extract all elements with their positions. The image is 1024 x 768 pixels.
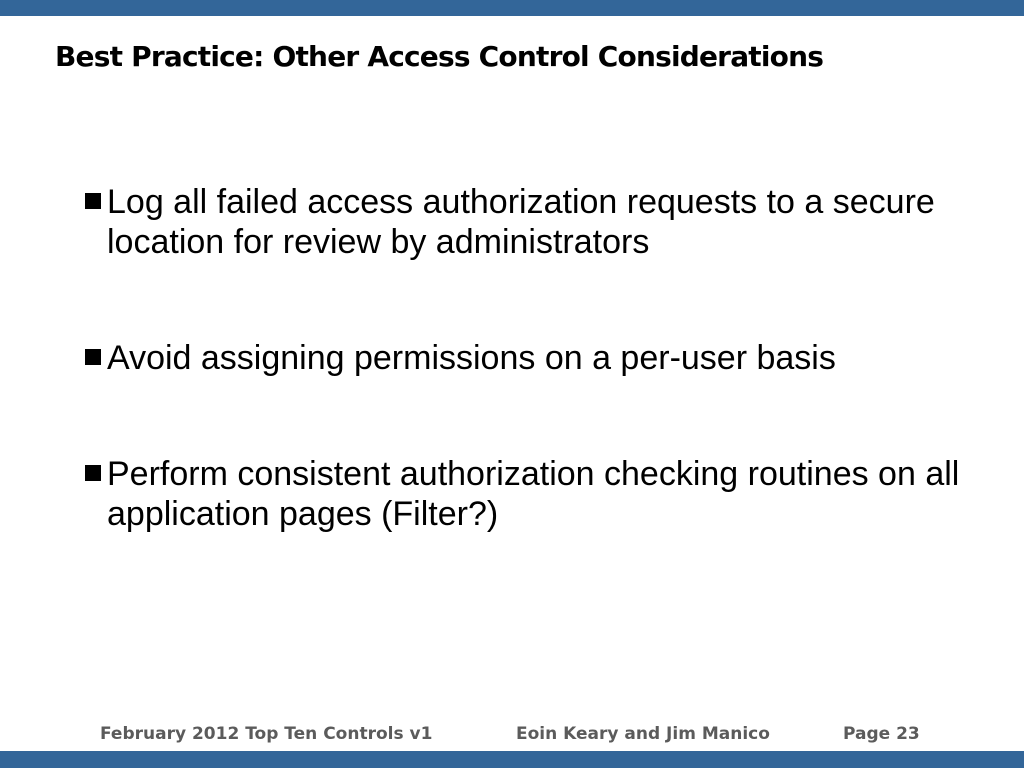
square-bullet-icon — [85, 193, 101, 209]
footer-date-title: February 2012 Top Ten Controls v1 — [100, 724, 433, 744]
bullet-list — [82, 182, 1002, 534]
slide-title: Best Practice: Other Access Control Considerations — [55, 40, 824, 73]
footer-page-number: Page 23 — [843, 724, 920, 744]
bullet-text: Log all failed access authorization requests to a secure location for review by administrators — [107, 183, 935, 261]
square-bullet-icon — [85, 465, 101, 481]
bullet-text: Perform consistent authorization checking routines on all application pages (Filter?) — [107, 455, 960, 533]
footer-authors: Eoin Keary and Jim Manico — [516, 724, 770, 744]
bottom-accent-bar — [0, 751, 1024, 768]
bullet-item — [82, 338, 1002, 378]
top-accent-bar — [0, 0, 1024, 16]
bullet-text: Avoid assigning permissions on a per-user basis — [107, 339, 836, 377]
bullet-item — [82, 182, 1002, 262]
square-bullet-icon — [85, 349, 101, 365]
bullet-item — [82, 454, 1002, 534]
